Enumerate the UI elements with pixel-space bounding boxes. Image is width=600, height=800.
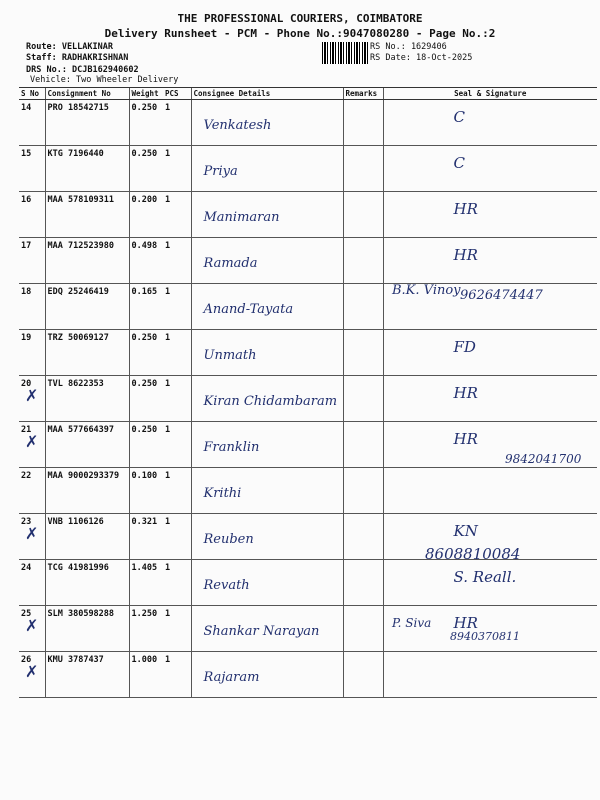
consignee-handwriting: Rajaram [203,670,260,685]
pcs-cell: 1 [163,514,191,560]
signature-cell [383,100,597,146]
signature-cell [383,192,597,238]
consignee-cell [191,238,343,284]
sno-cell: 25 ✗ [19,606,45,652]
remarks-cell [343,330,383,376]
cross-mark: ✗ [25,386,39,405]
table-header-row [19,88,597,100]
consignment-cell: TCG 41981996 [45,560,129,606]
signature-cell [383,468,597,514]
consignee-handwriting: Reuben [203,532,254,547]
remarks-cell [343,560,383,606]
remarks-cell [343,146,383,192]
remarks-cell [343,422,383,468]
sno-cell: 16 [19,192,45,238]
table-row [19,468,597,514]
signature-handwriting: C [453,108,465,126]
consignee-cell [191,652,343,698]
remarks-cell [343,284,383,330]
sno-cell: 15 [19,146,45,192]
rs-number: RS No.: 1629406 [370,42,447,52]
table-row [19,560,597,606]
row24-phone: 8608810084 [425,545,521,563]
signature-handwriting: HR [453,430,478,448]
pcs-cell: 1 [163,100,191,146]
consignee-handwriting: Ramada [203,256,258,271]
route-label: Route: VELLAKINAR [26,42,113,52]
signature-handwriting: HR [453,200,478,218]
signature-handwriting: HR [453,246,478,264]
consignment-cell: SLM 380598288 [45,606,129,652]
consignee-handwriting: Unmath [203,348,257,363]
col-consignment: Consignment No [45,88,129,100]
consignee-handwriting: Krithi [203,486,242,501]
signature-handwriting: KN [453,522,478,540]
col-pcs: PCS [163,88,191,100]
cross-mark: ✗ [25,662,39,681]
signature-handwriting: HR [453,614,478,632]
consignment-cell: TVL 8622353 [45,376,129,422]
consignee-cell [191,146,343,192]
weight-cell: 0.250 [129,330,163,376]
consignment-cell: MAA 712523980 [45,238,129,284]
staff-label: Staff: RADHAKRISHNAN [26,53,129,63]
sno-cell: 20 ✗ [19,376,45,422]
table-row [19,606,597,652]
weight-cell: 0.250 [129,422,163,468]
signature-cell [383,330,597,376]
consignee-cell [191,422,343,468]
consignee-cell [191,606,343,652]
consignee-handwriting: Franklin [203,440,260,455]
remarks-cell [343,606,383,652]
pcs-cell: 1 [163,606,191,652]
col-remarks: Remarks [343,88,383,100]
consignment-cell: VNB 1106126 [45,514,129,560]
remarks-cell [343,192,383,238]
document-title: THE PROFESSIONAL COURIERS, COIMBATORE [177,12,423,25]
col-consignee: Consignee Details [191,88,343,100]
signature-handwriting: FD [453,338,476,356]
sno-cell: 23 ✗ [19,514,45,560]
consignee-cell [191,376,343,422]
consignee-handwriting: Anand-Tayata [203,302,294,317]
drs-label: DRS No.: DCJB162940602 [26,65,139,75]
signature-cell [383,560,597,606]
cross-mark: ✗ [25,524,39,543]
consignee-handwriting: Revath [203,578,250,593]
col-signature: Seal & Signature [383,88,597,100]
consignee-handwriting: Shankar Narayan [203,624,320,639]
consignee-cell [191,284,343,330]
consignee-handwriting: Kiran Chidambaram [203,394,338,409]
row18-phone: 9626474447 [460,288,543,303]
consignee-handwriting: Venkatesh [203,118,272,133]
table-row [19,652,597,698]
remarks-cell [343,238,383,284]
weight-cell: 0.250 [129,376,163,422]
weight-cell: 0.200 [129,192,163,238]
barcode [322,42,368,64]
cross-mark: ✗ [25,616,39,635]
sno-cell: 14 [19,100,45,146]
document-subtitle: Delivery Runsheet - PCM - Phone No.:9047080280 - Page No.:2 [104,27,496,40]
pcs-cell: 1 [163,284,191,330]
sno-cell: 21 ✗ [19,422,45,468]
consignment-cell: MAA 577664397 [45,422,129,468]
remarks-cell [343,468,383,514]
pcs-cell: 1 [163,468,191,514]
pcs-cell: 1 [163,330,191,376]
remarks-cell [343,100,383,146]
sno-cell: 18 [19,284,45,330]
row22-phone: 9842041700 [505,452,582,466]
pcs-cell: 1 [163,652,191,698]
table-row [19,376,597,422]
pcs-cell: 1 [163,560,191,606]
consignee-handwriting: Manimaran [203,210,280,225]
row26-signature: P. Siva [392,616,432,630]
signature-cell [383,376,597,422]
table-row [19,330,597,376]
sno-cell: 19 [19,330,45,376]
weight-cell: 0.250 [129,146,163,192]
signature-cell [383,652,597,698]
signature-handwriting: S. Reall. [453,568,517,586]
consignee-cell [191,100,343,146]
col-weight: Weight [129,88,163,100]
weight-cell: 1.250 [129,606,163,652]
sno-cell: 17 [19,238,45,284]
consignee-handwriting: Priya [203,164,238,179]
pcs-cell: 1 [163,376,191,422]
remarks-cell [343,514,383,560]
rs-date: RS Date: 18-Oct-2025 [370,53,473,63]
sno-cell: 22 [19,468,45,514]
remarks-cell [343,376,383,422]
pcs-cell: 1 [163,146,191,192]
consignee-cell [191,192,343,238]
consignee-cell [191,560,343,606]
consignee-cell [191,468,343,514]
consignment-cell: EDQ 25246419 [45,284,129,330]
consignment-cell: KMU 3787437 [45,652,129,698]
remarks-cell [343,652,383,698]
consignment-cell: KTG 7196440 [45,146,129,192]
signature-handwriting: HR [453,384,478,402]
table-row [19,100,597,146]
consignment-cell: MAA 9000293379 [45,468,129,514]
row26-phone: 8940370811 [450,630,520,643]
weight-cell: 0.250 [129,100,163,146]
row18-signature: B.K. Vinoy [392,283,461,298]
signature-cell [383,146,597,192]
table-row [19,238,597,284]
consignment-cell: TRZ 50069127 [45,330,129,376]
sno-cell: 26 ✗ [19,652,45,698]
pcs-cell: 1 [163,192,191,238]
runsheet-table [19,87,597,698]
table-row [19,192,597,238]
weight-cell: 1.000 [129,652,163,698]
consignee-cell [191,514,343,560]
weight-cell: 1.405 [129,560,163,606]
weight-cell: 0.498 [129,238,163,284]
signature-cell [383,238,597,284]
col-sno: S No [19,88,45,100]
weight-cell: 0.321 [129,514,163,560]
consignee-cell [191,330,343,376]
cross-mark: ✗ [25,432,39,451]
table-row [19,146,597,192]
pcs-cell: 1 [163,238,191,284]
pcs-cell: 1 [163,422,191,468]
signature-handwriting: C [453,154,465,172]
sno-cell: 24 [19,560,45,606]
consignment-cell: PRO 18542715 [45,100,129,146]
weight-cell: 0.100 [129,468,163,514]
vehicle-label: Vehicle: Two Wheeler Delivery [30,75,179,85]
weight-cell: 0.165 [129,284,163,330]
consignment-cell: MAA 578109311 [45,192,129,238]
